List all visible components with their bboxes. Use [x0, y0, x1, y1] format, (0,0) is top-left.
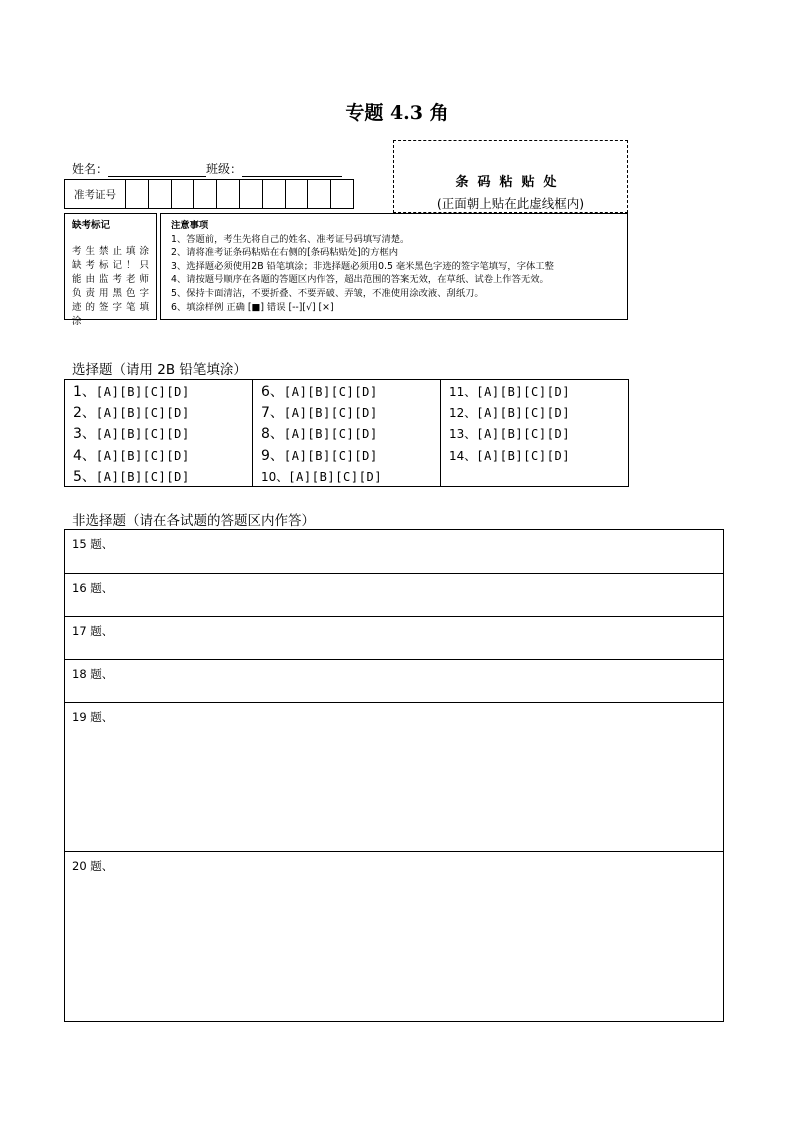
- absent-heading: 缺考标记: [72, 220, 111, 231]
- choice-question[interactable]: 14、[A][B][C][D]: [449, 448, 571, 463]
- barcode-title: 条码粘贴处: [455, 175, 566, 190]
- choice-question[interactable]: 10、[A][B][C][D]: [261, 469, 383, 484]
- choice-column: [65, 380, 253, 486]
- class-field[interactable]: [242, 163, 342, 177]
- choice-question[interactable]: 8、[A][B][C][D]: [261, 426, 378, 443]
- ticket-number-grid: [64, 179, 354, 209]
- class-label: 班级：: [206, 162, 243, 176]
- choice-question[interactable]: 3、[A][B][C][D]: [73, 426, 190, 443]
- notice-box: [160, 213, 628, 320]
- ticket-digit-cell[interactable]: [149, 180, 172, 208]
- choice-question[interactable]: 7、[A][B][C][D]: [261, 405, 378, 422]
- notice-item: 2、请将准考证条码粘贴在右侧的[条码粘贴处]的方框内: [171, 247, 398, 259]
- barcode-instruction: (正面朝上贴在此虚线框内): [436, 196, 585, 211]
- ticket-digit-cell[interactable]: [331, 180, 353, 208]
- choice-question[interactable]: 5、[A][B][C][D]: [73, 468, 190, 485]
- answer-box[interactable]: 19 题、: [65, 703, 723, 852]
- ticket-digit-cell[interactable]: [217, 180, 240, 208]
- answer-box[interactable]: 20 题、: [72, 859, 114, 873]
- notice-item: 3、选择题必须使用2B 铅笔填涂；非选择题必须用0.5 毫米黑色字迹的签字笔填写，字体工整: [171, 260, 554, 272]
- answer-box[interactable]: 17 题、: [65, 617, 723, 660]
- notice-item: 1、答题前，考生先将自己的姓名、准考证号码填写清楚。: [171, 233, 410, 245]
- absent-line: 涂: [72, 316, 82, 327]
- ticket-digit-cell[interactable]: [240, 180, 263, 208]
- notice-item: 4、请按题号顺序在各题的答题区内作答，超出范围的答案无效，在草纸、试卷上作答无效。: [171, 274, 549, 286]
- absent-line: 考生禁止填涂: [72, 246, 149, 257]
- ticket-number-label: 准考证号: [65, 180, 126, 208]
- absent-mark-box: [64, 213, 157, 327]
- choice-question[interactable]: 4、[A][B][C][D]: [73, 447, 190, 464]
- choice-column: [253, 380, 441, 486]
- absent-line: 迹的签字笔填: [72, 302, 149, 313]
- choice-question[interactable]: 12、[A][B][C][D]: [449, 406, 571, 421]
- barcode-area: [393, 140, 628, 213]
- answer-area: [64, 529, 724, 1022]
- absent-line: 负责用黑色字: [72, 288, 149, 299]
- student-info-line: [72, 160, 342, 177]
- choice-answer-grid: [64, 379, 629, 487]
- page-title: 专题 4.3 角: [345, 102, 449, 124]
- name-field[interactable]: [108, 163, 206, 177]
- ticket-digit-cell[interactable]: [263, 180, 286, 208]
- ticket-digit-cell[interactable]: [194, 180, 217, 208]
- answer-box[interactable]: 16 题、: [65, 574, 723, 617]
- notice-item: 5、保持卡面清洁，不要折叠、不要弄破、弄皱，不准使用涂改液、刮纸刀。: [171, 287, 484, 299]
- absent-line: 能由监考老师: [72, 274, 149, 285]
- choice-section-heading: 选择题（请用 2B 铅笔填涂）: [72, 362, 247, 378]
- choice-question[interactable]: 11、[A][B][C][D]: [449, 385, 571, 399]
- notice-heading: 注意事项: [171, 220, 209, 231]
- ticket-digit-cell[interactable]: [172, 180, 195, 208]
- choice-question[interactable]: 2、[A][B][C][D]: [73, 405, 190, 422]
- ticket-digit-cell[interactable]: [286, 180, 309, 208]
- name-label: 姓名：: [72, 162, 109, 176]
- choice-question[interactable]: 9、[A][B][C][D]: [261, 447, 378, 464]
- answer-box[interactable]: 18 题、: [65, 660, 723, 703]
- choice-question[interactable]: 6、[A][B][C][D]: [261, 384, 378, 400]
- answer-box[interactable]: 15 题、: [65, 530, 723, 574]
- choice-column: [441, 380, 628, 486]
- ticket-digit-cell[interactable]: [308, 180, 331, 208]
- choice-question[interactable]: 1、[A][B][C][D]: [73, 384, 190, 400]
- nonchoice-section-heading: 非选择题（请在各试题的答题区内作答）: [72, 513, 315, 529]
- choice-question[interactable]: 13、[A][B][C][D]: [449, 427, 571, 442]
- notice-item: 6、填涂样例 正确 [■] 错误 [--][√] [×]: [171, 301, 334, 313]
- absent-line: 缺考标记！只: [72, 260, 149, 271]
- ticket-digit-cell[interactable]: [126, 180, 149, 208]
